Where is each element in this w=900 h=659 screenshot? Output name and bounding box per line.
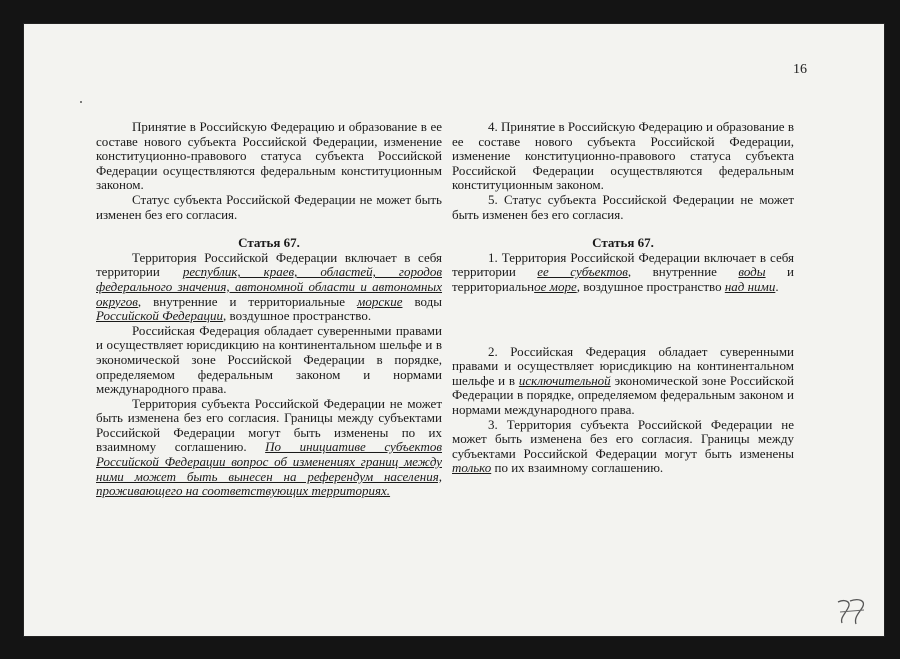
document-page [24,24,884,636]
text-run: экономической зоне Российской Федерации в порядке, определяемом федеральным законом и нормами международного права. [452,372,794,417]
left-paragraph-1: Принятие в Российскую Федерацию и образование в ее составе нового субъекта Российской Федерации, изменение конституционно-правового статуса субъекта Российской Федерации осуществляются федеральным конституционным законом. [96,119,442,193]
underlined-run: ее субъектов [537,264,628,280]
underlined-run: ое море [534,278,577,294]
right-article-heading: Статья 67. [592,235,654,251]
left-article-heading: Статья 67. [238,235,300,251]
text-run: Территория субъекта Российской Федерации не может быть изменена без его согласия. Границы между субъектами Российской Федерации могут быть изменены по их взаимному соглашению. [96,395,442,455]
handwritten-mark-icon [834,596,872,626]
right-paragraph-1: 4. Принятие в Российскую Федерацию и образование в ее составе нового субъекта Российской Федерации, изменение конституционно-правового статуса субъекта Российской Федерации осуществляются федеральным конституционным законом. [452,119,794,193]
text-run: , внутренние [627,264,739,280]
underlined-run: только [452,460,492,476]
underlined-run: исключительной [518,372,611,388]
left-paragraph-5 [96,397,442,499]
right-paragraph-4 [452,345,794,418]
left-paragraph-2: Статус субъекта Российской Федерации не может быть изменен без его согласия. [96,191,442,222]
text-run: 2. Российская Федерация обладает суверенными правами и осуществляет юрисдикцию на континентальном шельфе и в [452,343,794,388]
text-run: . [775,278,779,294]
right-paragraph-5 [452,418,794,476]
text-run: Территория Российской Федерации включает в себя территории [96,249,442,280]
text-run: 1. Территория Российской Федерации включает в себя территории [452,249,794,280]
underlined-run: морские [357,293,403,309]
left-column [96,120,442,499]
left-paragraph-4: Российская Федерация обладает суверенными правами и осуществляет юрисдикцию на континентальном шельфе и в экономической зоне Российской Федерации в порядке, определяемом федеральным законом и нормами международного права. [96,322,442,397]
underlined-run: Российской Федерации [96,308,224,324]
underlined-run: республик, краев, областей, городов федерального значения, автономной области и автономных округов [96,264,442,309]
right-paragraph-2: 5. Статус субъекта Российской Федерации не может быть изменен без его согласия. [452,191,794,222]
underlined-run: По инициативе субъектов Российской Федерации вопрос об изменениях границ между ними может быть вынесен на референдум населения, проживающего на соответствующих территориях. [96,439,442,499]
text-run: , воздушное пространство [576,278,725,294]
right-column [452,120,794,476]
text-run: воды [402,293,442,309]
scan-speck [80,101,82,103]
left-paragraph-3 [96,251,442,324]
text-run: 3. Территория субъекта Российской Федерации не может быть изменена без его согласия. Границы между субъектами Российской Федерации могут быть изменены [452,416,794,461]
page-number: 16 [793,62,807,77]
text-run: по их взаимному соглашению. [491,460,664,476]
underlined-run: над ними [724,278,776,294]
text-run: , внутренние и территориальные [137,293,358,309]
underlined-run: воды [738,264,766,280]
text-run: и территориальн [452,264,794,294]
right-paragraph-3 [452,251,794,295]
text-run: , воздушное пространство. [223,308,372,324]
